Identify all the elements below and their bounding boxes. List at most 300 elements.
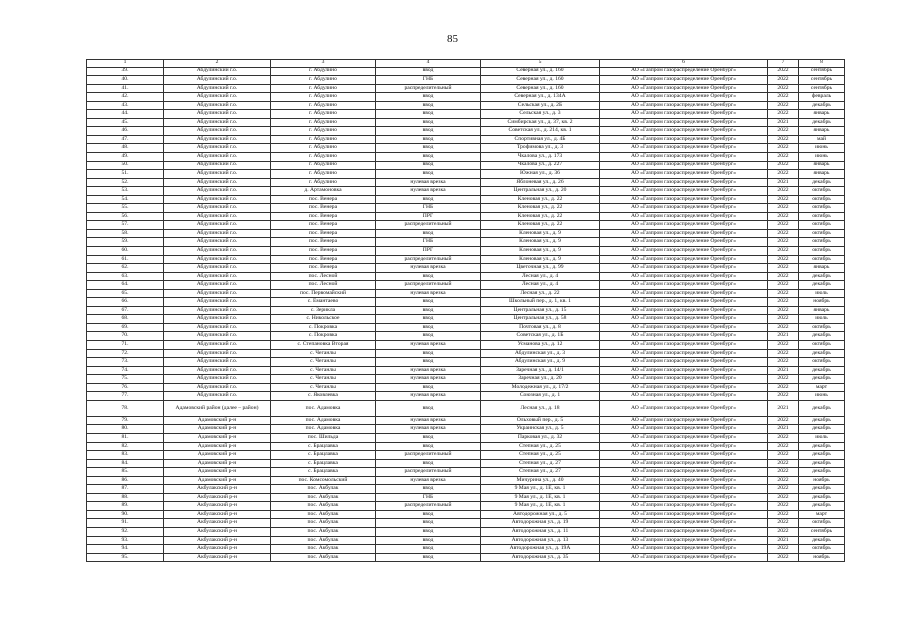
month-cell: июнь bbox=[799, 392, 845, 401]
table-row bbox=[87, 358, 845, 367]
table-row bbox=[87, 476, 845, 485]
year-cell: 2022 bbox=[768, 135, 799, 144]
municipality-cell: Абдулинский г.о. bbox=[164, 366, 271, 375]
municipality-cell: Акбулакский р-н bbox=[164, 502, 271, 511]
address-cell: Центральная ул., д. 15 bbox=[481, 306, 600, 315]
month-cell: декабрь bbox=[799, 459, 845, 468]
work-type-cell: ввод bbox=[376, 332, 481, 341]
work-type-cell: ввод bbox=[376, 400, 481, 416]
address-cell: Украинская ул., д. 5 bbox=[481, 425, 600, 434]
settlement-cell: с. Яковлевка bbox=[271, 392, 376, 401]
table-row bbox=[87, 127, 845, 136]
settlement-cell: пос. Венера bbox=[271, 238, 376, 247]
year-cell: 2022 bbox=[768, 110, 799, 119]
year-cell: 2022 bbox=[768, 358, 799, 367]
row-number-cell: 53. bbox=[87, 187, 164, 196]
address-cell: Кленовая ул., д. 22 bbox=[481, 195, 600, 204]
row-number-cell: 84. bbox=[87, 459, 164, 468]
month-cell: январь bbox=[799, 110, 845, 119]
address-cell: Степная ул., д. 25 bbox=[481, 442, 600, 451]
settlement-cell: пос. Акбулак bbox=[271, 519, 376, 528]
month-cell: декабрь bbox=[799, 178, 845, 187]
municipality-cell: Абдулинский г.о. bbox=[164, 349, 271, 358]
settlement-cell: с. Брацлавка bbox=[271, 459, 376, 468]
municipality-cell: Абдулинский г.о. bbox=[164, 170, 271, 179]
work-type-cell: ввод bbox=[376, 442, 481, 451]
organization-cell: АО «Газпром газораспределение Оренбург» bbox=[600, 238, 768, 247]
work-type-cell: ввод bbox=[376, 127, 481, 136]
work-type-cell: нулевая врезка bbox=[376, 425, 481, 434]
work-type-cell: ввод bbox=[376, 519, 481, 528]
municipality-cell: Абдулинский г.о. bbox=[164, 255, 271, 264]
row-number-cell: 95. bbox=[87, 553, 164, 562]
year-cell: 2022 bbox=[768, 341, 799, 350]
municipality-cell: Абдулинский г.о. bbox=[164, 392, 271, 401]
work-type-cell: ввод bbox=[376, 545, 481, 554]
settlement-cell: г. Абдулино bbox=[271, 118, 376, 127]
address-cell: Степная ул., д. 27 bbox=[481, 459, 600, 468]
year-cell: 2022 bbox=[768, 101, 799, 110]
settlement-cell: д. Артамоновка bbox=[271, 187, 376, 196]
organization-cell: АО «Газпром газораспределение Оренбург» bbox=[600, 272, 768, 281]
address-cell: Чкалова ул., д. 227 bbox=[481, 161, 600, 170]
row-number-cell: 45. bbox=[87, 118, 164, 127]
year-cell: 2022 bbox=[768, 349, 799, 358]
address-cell: Лесная ул., д. 4 bbox=[481, 272, 600, 281]
year-cell: 2022 bbox=[768, 375, 799, 384]
organization-cell: АО «Газпром газораспределение Оренбург» bbox=[600, 468, 768, 477]
municipality-cell: Абдулинский г.о. bbox=[164, 187, 271, 196]
row-number-cell: 86. bbox=[87, 476, 164, 485]
month-cell: октябрь bbox=[799, 195, 845, 204]
settlement-cell: с. Никольское bbox=[271, 315, 376, 324]
work-type-cell: ввод bbox=[376, 383, 481, 392]
address-cell: Почтовая ул., д. 8 bbox=[481, 323, 600, 332]
address-cell: Кленовая ул., д. 22 bbox=[481, 212, 600, 221]
work-type-cell: ввод bbox=[376, 152, 481, 161]
settlement-cell: с. Чеганлы bbox=[271, 375, 376, 384]
month-cell: июнь bbox=[799, 152, 845, 161]
table-row bbox=[87, 485, 845, 494]
organization-cell: АО «Газпром газораспределение Оренбург» bbox=[600, 127, 768, 136]
row-number-cell: 77. bbox=[87, 392, 164, 401]
organization-cell: АО «Газпром газораспределение Оренбург» bbox=[600, 135, 768, 144]
organization-cell: АО «Газпром газораспределение Оренбург» bbox=[600, 229, 768, 238]
address-cell: Автодорожная ул., д. 5 bbox=[481, 510, 600, 519]
table-row bbox=[87, 341, 845, 350]
organization-cell: АО «Газпром газораспределение Оренбург» bbox=[600, 255, 768, 264]
municipality-cell: Абдулинский г.о. bbox=[164, 289, 271, 298]
row-number-cell: 41. bbox=[87, 84, 164, 93]
settlement-cell: пос. Венера bbox=[271, 229, 376, 238]
settlement-cell: пос. Адамовка bbox=[271, 400, 376, 416]
address-cell: Кленовая ул., д. 9 bbox=[481, 255, 600, 264]
work-type-cell: ввод bbox=[376, 315, 481, 324]
address-cell: Лесная ул., д. 22 bbox=[481, 289, 600, 298]
work-type-cell: нулевая врезка bbox=[376, 366, 481, 375]
municipality-cell: Акбулакский р-н bbox=[164, 485, 271, 494]
address-cell: Абдулинская ул., д. 9 bbox=[481, 358, 600, 367]
table-row bbox=[87, 332, 845, 341]
work-type-cell: ГНБ bbox=[376, 76, 481, 85]
address-cell: Парковая ул., д. 32 bbox=[481, 434, 600, 443]
year-cell: 2021 bbox=[768, 536, 799, 545]
month-cell: сентябрь bbox=[799, 67, 845, 76]
municipality-cell: Адамовский р-н bbox=[164, 451, 271, 460]
municipality-cell: Адамовский р-н bbox=[164, 434, 271, 443]
year-cell: 2022 bbox=[768, 493, 799, 502]
year-cell: 2022 bbox=[768, 195, 799, 204]
settlement-cell: с. Покровка bbox=[271, 332, 376, 341]
address-cell: Центральная ул., д. 20 bbox=[481, 187, 600, 196]
row-number-cell: 73. bbox=[87, 358, 164, 367]
month-cell: декабрь bbox=[799, 400, 845, 416]
table-row bbox=[87, 366, 845, 375]
row-number-cell: 67. bbox=[87, 306, 164, 315]
year-cell: 2022 bbox=[768, 306, 799, 315]
year-cell: 2022 bbox=[768, 468, 799, 477]
organization-cell: АО «Газпром газораспределение Оренбург» bbox=[600, 221, 768, 230]
work-type-cell: ввод bbox=[376, 135, 481, 144]
table-row bbox=[87, 195, 845, 204]
organization-cell: АО «Газпром газораспределение Оренбург» bbox=[600, 67, 768, 76]
year-cell: 2022 bbox=[768, 264, 799, 273]
settlement-cell: с. Чеганлы bbox=[271, 349, 376, 358]
municipality-cell: Абдулинский г.о. bbox=[164, 76, 271, 85]
year-cell: 2022 bbox=[768, 519, 799, 528]
settlement-cell: г. Абдулино bbox=[271, 152, 376, 161]
organization-cell: АО «Газпром газораспределение Оренбург» bbox=[600, 392, 768, 401]
month-cell: май bbox=[799, 135, 845, 144]
table-row bbox=[87, 289, 845, 298]
work-type-cell: нулевая врезка bbox=[376, 187, 481, 196]
month-cell: октябрь bbox=[799, 323, 845, 332]
year-cell: 2022 bbox=[768, 459, 799, 468]
address-cell: Лесная ул., д. 4 bbox=[481, 281, 600, 290]
address-cell: 9 Мая ул., д. 1Е, кв. 1 bbox=[481, 493, 600, 502]
municipality-cell: Абдулинский г.о. bbox=[164, 358, 271, 367]
work-type-cell: ввод bbox=[376, 298, 481, 307]
address-cell: Центральная ул., д. 58 bbox=[481, 315, 600, 324]
settlement-cell: пос. Акбулак bbox=[271, 545, 376, 554]
organization-cell: АО «Газпром газораспределение Оренбург» bbox=[600, 306, 768, 315]
row-number-cell: 80. bbox=[87, 425, 164, 434]
settlement-cell: пос. Венера bbox=[271, 212, 376, 221]
year-cell: 2022 bbox=[768, 442, 799, 451]
month-cell: январь bbox=[799, 264, 845, 273]
organization-cell: АО «Газпром газораспределение Оренбург» bbox=[600, 358, 768, 367]
address-cell: Школьный пер., д. 1, кв. 1 bbox=[481, 298, 600, 307]
month-cell: декабрь bbox=[799, 451, 845, 460]
row-number-cell: 59. bbox=[87, 238, 164, 247]
organization-cell: АО «Газпром газораспределение Оренбург» bbox=[600, 434, 768, 443]
organization-cell: АО «Газпром газораспределение Оренбург» bbox=[600, 323, 768, 332]
address-cell: Сельская ул., д. 3 bbox=[481, 110, 600, 119]
work-type-cell: ввод bbox=[376, 161, 481, 170]
table-row bbox=[87, 161, 845, 170]
municipality-cell: Абдулинский г.о. bbox=[164, 152, 271, 161]
work-type-cell: ГНБ bbox=[376, 204, 481, 213]
municipality-cell: Акбулакский р-н bbox=[164, 493, 271, 502]
month-cell: декабрь bbox=[799, 349, 845, 358]
row-number-cell: 82. bbox=[87, 442, 164, 451]
address-cell: Яблоневая ул., д. 26 bbox=[481, 178, 600, 187]
year-cell: 2022 bbox=[768, 392, 799, 401]
month-cell: октябрь bbox=[799, 341, 845, 350]
address-cell: Кленовая ул., д. 22 bbox=[481, 204, 600, 213]
settlement-cell: г. Абдулино bbox=[271, 84, 376, 93]
column-number-cell: 4 bbox=[376, 60, 481, 68]
row-number-cell: 54. bbox=[87, 195, 164, 204]
settlement-cell: г. Абдулино bbox=[271, 161, 376, 170]
address-cell: Абдулинская ул., д. 3 bbox=[481, 349, 600, 358]
address-cell: Заречная ул., д. 20 bbox=[481, 375, 600, 384]
settlement-cell: пос. Комсомольский bbox=[271, 476, 376, 485]
work-type-cell: ввод bbox=[376, 272, 481, 281]
table-row bbox=[87, 187, 845, 196]
organization-cell: АО «Газпром газораспределение Оренбург» bbox=[600, 545, 768, 554]
year-cell: 2021 bbox=[768, 366, 799, 375]
organization-cell: АО «Газпром газораспределение Оренбург» bbox=[600, 528, 768, 537]
organization-cell: АО «Газпром газораспределение Оренбург» bbox=[600, 510, 768, 519]
organization-cell: АО «Газпром газораспределение Оренбург» bbox=[600, 442, 768, 451]
settlement-cell: пос. Венера bbox=[271, 255, 376, 264]
settlement-cell: г. Абдулино bbox=[271, 170, 376, 179]
settlement-cell: г. Абдулино bbox=[271, 67, 376, 76]
work-type-cell: ввод bbox=[376, 358, 481, 367]
row-number-cell: 63. bbox=[87, 272, 164, 281]
municipality-cell: Адамовский р-н bbox=[164, 416, 271, 425]
settlement-cell: пос. Акбулак bbox=[271, 493, 376, 502]
address-cell: Автодорожная ул., д. 19А bbox=[481, 545, 600, 554]
register-table bbox=[86, 59, 845, 562]
table-row bbox=[87, 93, 845, 102]
table-row bbox=[87, 204, 845, 213]
month-cell: октябрь bbox=[799, 545, 845, 554]
work-type-cell: ввод bbox=[376, 118, 481, 127]
organization-cell: АО «Газпром газораспределение Оренбург» bbox=[600, 425, 768, 434]
row-number-cell: 83. bbox=[87, 451, 164, 460]
municipality-cell: Адамовский р-н bbox=[164, 442, 271, 451]
municipality-cell: Абдулинский г.о. bbox=[164, 306, 271, 315]
work-type-cell: ввод bbox=[376, 101, 481, 110]
municipality-cell: Адамовский р-н bbox=[164, 476, 271, 485]
municipality-cell: Абдулинский г.о. bbox=[164, 178, 271, 187]
organization-cell: АО «Газпром газораспределение Оренбург» bbox=[600, 349, 768, 358]
work-type-cell: ввод bbox=[376, 510, 481, 519]
settlement-cell: пос. Акбулак bbox=[271, 553, 376, 562]
municipality-cell: Адамовский р-н bbox=[164, 468, 271, 477]
year-cell: 2022 bbox=[768, 84, 799, 93]
address-cell: Кленовая ул., д. 9 bbox=[481, 238, 600, 247]
month-cell: январь bbox=[799, 161, 845, 170]
work-type-cell: ГНБ bbox=[376, 238, 481, 247]
municipality-cell: Абдулинский г.о. bbox=[164, 221, 271, 230]
year-cell: 2022 bbox=[768, 229, 799, 238]
table-row bbox=[87, 400, 845, 416]
month-cell: декабрь bbox=[799, 468, 845, 477]
column-number-cell: 1 bbox=[87, 60, 164, 68]
municipality-cell: Абдулинский г.о. bbox=[164, 161, 271, 170]
row-number-cell: 64. bbox=[87, 281, 164, 290]
address-cell: Молодежная ул., д. 17/2 bbox=[481, 383, 600, 392]
organization-cell: АО «Газпром газораспределение Оренбург» bbox=[600, 178, 768, 187]
work-type-cell: нулевая врезка bbox=[376, 178, 481, 187]
work-type-cell: ввод bbox=[376, 110, 481, 119]
table-row bbox=[87, 221, 845, 230]
table-row bbox=[87, 416, 845, 425]
table-row bbox=[87, 76, 845, 85]
settlement-cell: пос. Акбулак bbox=[271, 485, 376, 494]
municipality-cell: Акбулакский р-н bbox=[164, 528, 271, 537]
row-number-cell: 90. bbox=[87, 510, 164, 519]
row-number-cell: 49. bbox=[87, 152, 164, 161]
settlement-cell: пос. Первомайский bbox=[271, 289, 376, 298]
municipality-cell: Абдулинский г.о. bbox=[164, 118, 271, 127]
table-row bbox=[87, 451, 845, 460]
month-cell: декабрь bbox=[799, 332, 845, 341]
year-cell: 2022 bbox=[768, 502, 799, 511]
row-number-cell: 43. bbox=[87, 101, 164, 110]
municipality-cell: Абдулинский г.о. bbox=[164, 341, 271, 350]
row-number-cell: 46. bbox=[87, 127, 164, 136]
municipality-cell: Абдулинский г.о. bbox=[164, 84, 271, 93]
municipality-cell: Абдулинский г.о. bbox=[164, 212, 271, 221]
address-cell: Кленовая ул., д. 9 bbox=[481, 246, 600, 255]
municipality-cell: Акбулакский р-н bbox=[164, 536, 271, 545]
municipality-cell: Абдулинский г.о. bbox=[164, 298, 271, 307]
table-row bbox=[87, 493, 845, 502]
row-number-cell: 91. bbox=[87, 519, 164, 528]
year-cell: 2022 bbox=[768, 323, 799, 332]
year-cell: 2021 bbox=[768, 118, 799, 127]
work-type-cell: нулевая врезка bbox=[376, 375, 481, 384]
address-cell: Кленовая ул., д. 22 bbox=[481, 221, 600, 230]
row-number-cell: 56. bbox=[87, 212, 164, 221]
row-number-cell: 79. bbox=[87, 416, 164, 425]
row-number-cell: 66. bbox=[87, 298, 164, 307]
organization-cell: АО «Газпром газораспределение Оренбург» bbox=[600, 459, 768, 468]
year-cell: 2022 bbox=[768, 161, 799, 170]
month-cell: декабрь bbox=[799, 425, 845, 434]
settlement-cell: пос. Венера bbox=[271, 264, 376, 273]
month-cell: октябрь bbox=[799, 221, 845, 230]
month-cell: сентябрь bbox=[799, 84, 845, 93]
month-cell: октябрь bbox=[799, 358, 845, 367]
organization-cell: АО «Газпром газораспределение Оренбург» bbox=[600, 101, 768, 110]
work-type-cell: ввод bbox=[376, 553, 481, 562]
row-number-cell: 94. bbox=[87, 545, 164, 554]
month-cell: декабрь bbox=[799, 101, 845, 110]
year-cell: 2022 bbox=[768, 255, 799, 264]
settlement-cell: г. Абдулино bbox=[271, 101, 376, 110]
settlement-cell: пос. Венера bbox=[271, 221, 376, 230]
address-cell: Усманова ул., д. 12 bbox=[481, 341, 600, 350]
row-number-cell: 55. bbox=[87, 204, 164, 213]
address-cell: Автодорожная ул., д. 35 bbox=[481, 553, 600, 562]
organization-cell: АО «Газпром газораспределение Оренбург» bbox=[600, 502, 768, 511]
municipality-cell: Абдулинский г.о. bbox=[164, 323, 271, 332]
organization-cell: АО «Газпром газораспределение Оренбург» bbox=[600, 76, 768, 85]
month-cell: ноябрь bbox=[799, 476, 845, 485]
municipality-cell: Адамовский р-н bbox=[164, 459, 271, 468]
table-row bbox=[87, 178, 845, 187]
organization-cell: АО «Газпром газораспределение Оренбург» bbox=[600, 204, 768, 213]
row-number-cell: 76. bbox=[87, 383, 164, 392]
work-type-cell: распределительный bbox=[376, 84, 481, 93]
address-cell: Кленовая ул., д. 9 bbox=[481, 229, 600, 238]
year-cell: 2022 bbox=[768, 315, 799, 324]
column-number-cell: 6 bbox=[600, 60, 768, 68]
table-row bbox=[87, 502, 845, 511]
address-cell: Северная ул., д. 134А bbox=[481, 93, 600, 102]
month-cell: декабрь bbox=[799, 416, 845, 425]
year-cell: 2022 bbox=[768, 510, 799, 519]
work-type-cell: ввод bbox=[376, 434, 481, 443]
row-number-cell: 85. bbox=[87, 468, 164, 477]
month-cell: декабрь bbox=[799, 366, 845, 375]
address-cell: Северная ул., д. 160 bbox=[481, 67, 600, 76]
settlement-cell: с. Брацлавка bbox=[271, 451, 376, 460]
month-cell: июнь bbox=[799, 144, 845, 153]
year-cell: 2022 bbox=[768, 187, 799, 196]
month-cell: февраль bbox=[799, 93, 845, 102]
address-cell: Чкалова ул., д. 173 bbox=[481, 152, 600, 161]
year-cell: 2022 bbox=[768, 67, 799, 76]
settlement-cell: с. Брацлавка bbox=[271, 442, 376, 451]
row-number-cell: 75. bbox=[87, 375, 164, 384]
municipality-cell: Акбулакский р-н bbox=[164, 545, 271, 554]
table-row bbox=[87, 434, 845, 443]
organization-cell: АО «Газпром газораспределение Оренбург» bbox=[600, 493, 768, 502]
column-number-cell: 8 bbox=[799, 60, 845, 68]
organization-cell: АО «Газпром газораспределение Оренбург» bbox=[600, 170, 768, 179]
municipality-cell: Абдулинский г.о. bbox=[164, 67, 271, 76]
settlement-cell: пос. Венера bbox=[271, 204, 376, 213]
organization-cell: АО «Газпром газораспределение Оренбург» bbox=[600, 93, 768, 102]
row-number-cell: 47. bbox=[87, 135, 164, 144]
settlement-cell: г. Абдулино bbox=[271, 76, 376, 85]
settlement-cell: с. Чеганлы bbox=[271, 366, 376, 375]
municipality-cell: Абдулинский г.о. bbox=[164, 127, 271, 136]
municipality-cell: Абдулинский г.о. bbox=[164, 229, 271, 238]
address-cell: Северная ул., д. 160 bbox=[481, 76, 600, 85]
work-type-cell: распределительный bbox=[376, 502, 481, 511]
table-row bbox=[87, 170, 845, 179]
row-number-cell: 87. bbox=[87, 485, 164, 494]
year-cell: 2022 bbox=[768, 272, 799, 281]
address-cell: Симбирская ул., д. 37, кв. 2 bbox=[481, 118, 600, 127]
table-row bbox=[87, 315, 845, 324]
table-row bbox=[87, 306, 845, 315]
month-cell: март bbox=[799, 510, 845, 519]
table-row bbox=[87, 323, 845, 332]
table-row bbox=[87, 67, 845, 76]
table-row bbox=[87, 528, 845, 537]
municipality-cell: Абдулинский г.о. bbox=[164, 204, 271, 213]
municipality-cell: Абдулинский г.о. bbox=[164, 375, 271, 384]
settlement-cell: пос. Лесной bbox=[271, 281, 376, 290]
table-row bbox=[87, 298, 845, 307]
table-row bbox=[87, 135, 845, 144]
organization-cell: АО «Газпром газораспределение Оренбург» bbox=[600, 536, 768, 545]
address-cell: Мичурина ул., д. 40 bbox=[481, 476, 600, 485]
settlement-cell: с. Зериклa bbox=[271, 306, 376, 315]
address-cell: Лесная ул., д. 18 bbox=[481, 400, 600, 416]
month-cell: март bbox=[799, 383, 845, 392]
row-number-cell: 58. bbox=[87, 229, 164, 238]
organization-cell: АО «Газпром газораспределение Оренбург» bbox=[600, 161, 768, 170]
